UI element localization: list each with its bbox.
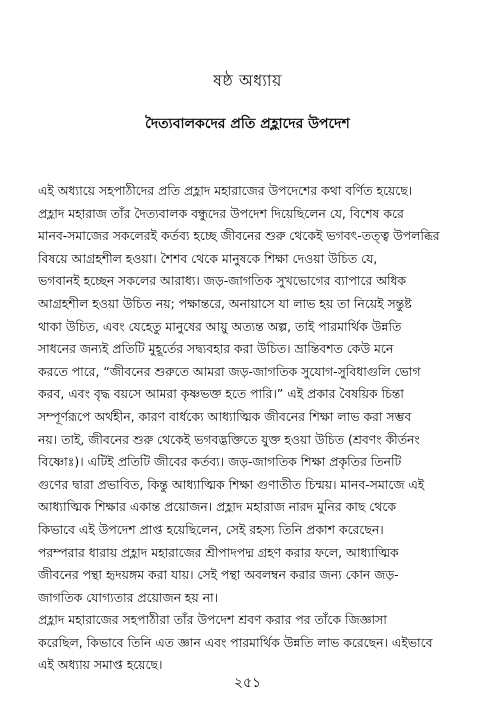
text-line: জাগতিক যোগ্যতার প্রয়োজন হয় না। (38, 589, 219, 605)
text-line: থাকা উচিত, এবং যেহেতু মানুষের আয়ু অত্যন্ত অল্প, তাই পারমার্থিক উন্নতি (38, 318, 402, 334)
text-line: করব, এবং বৃদ্ধ বয়সে আমরা কৃষ্ণভক্ত হতে পারি।” এই প্রকার বৈষয়িক চিন্তা (38, 386, 404, 402)
text-line: আধ্যাত্মিক শিক্ষার একান্ত প্রয়োজন। প্রহ্লাদ মহারাজ নারদ মুনির কাছ থেকে (38, 499, 396, 515)
text-line: এই অধ্যায় সমাপ্ত হয়েছে। (38, 657, 163, 673)
text-line: জীবনের পন্থা হৃদয়ঙ্গম করা যায়। সেই পন্থা অবলম্বন করার জন্য কোন জড়- (38, 567, 399, 583)
text-line: সম্পূর্ণরূপে অর্থহীন, কারণ বার্ধক্যে আধ্যাত্মিক জীবনের শিক্ষা লাভ করা সম্ভব (38, 408, 412, 424)
text-line: বিষ্ণোঃ)। এটিই প্রতিটি জীবের কর্তব্য। জড়-জাগতিক শিক্ষা প্রকৃতির তিনটি (38, 454, 402, 470)
text-line: মানব-সমাজের সকলেরই কর্তব্য হচ্ছে জীবনের শুরু থেকেই ভগবৎ-তত্ত্ব উপলব্ধির (38, 228, 440, 244)
text-line: কিভাবে এই উপদেশ প্রাপ্ত হয়েছিলেন, সেই রহস্য তিনি প্রকাশ করেছেন। (38, 521, 384, 537)
text-line: বিষয়ে আগ্রহশীল হওয়া। শৈশব থেকে মানুষকে শিক্ষা দেওয়া উচিত যে, (38, 250, 378, 266)
text-line: পরম্পরার ধারায় প্রহ্লাদ মহারাজের শ্রীপাদপদ্ম গ্রহণ করার ফলে, আধ্যাত্মিক (38, 544, 399, 560)
text-line: গুণের দ্বারা প্রভাবিত, কিন্তু আধ্যাত্মিক শিক্ষা গুণাতীত চিন্ময়। মানব-সমাজে এই (38, 476, 425, 492)
paragraph-1 (38, 180, 460, 609)
paragraph-2 (38, 609, 460, 677)
text-line: প্রহ্লাদ মহারাজ তাঁর দৈত্যবালক বন্ধুদের উপদেশ দিয়েছিলেন যে, বিশেষ করে (38, 205, 404, 221)
text-line: নয়। তাই, জীবনের শুরু থেকেই ভগবদ্ভক্তিতে যুক্ত হওয়া উচিত (শ্রবণং কীর্তনং (38, 431, 420, 447)
text-line: প্রহ্লাদ মহারাজের সহপাঠীরা তাঁর উপদেশ শ্রবণ করার পর তাঁকে জিজ্ঞাসা (38, 612, 387, 628)
chapter-summary (38, 180, 460, 677)
text-line: করেছিল, কিভাবে তিনি এত জ্ঞান এবং পারমার্থিক উন্নতি লাভ করেছেন। এইভাবে (38, 634, 433, 650)
text-line: এই অধ্যায়ে সহপাঠীদের প্রতি প্রহ্লাদ মহারাজের উপদেশের কথা বর্ণিত হয়েছে। (38, 183, 413, 198)
text-line: সাধনের জন্যই প্রতিটি মুহূর্তের সদ্ব্যবহার করা উচিত। ভ্রান্তিবশত কেউ মনে (38, 341, 394, 357)
chapter-number: ষষ্ঠ অধ্যায় (213, 71, 282, 90)
page-number: ২৫১ (233, 675, 262, 691)
text-line: আগ্রহশীল হওয়া উচিত নয়; পক্ষান্তরে, অনায়াসে যা লাভ হয় তা নিয়েই সন্তুষ্ট (38, 295, 412, 311)
text-line: ভগবানই হচ্ছেন সকলের আরাধ্য। জড়-জাগতিক সুখভোগের ব্যাপারে অধিক (38, 273, 407, 289)
text-line: করতে পারে, “জীবনের শুরুতে আমরা জড়-জাগতিক সুযোগ-সুবিধাগুলি ভোগ (38, 363, 421, 379)
chapter-title: দৈত্যবালকদের প্রতি প্রহ্লাদের উপদেশ (145, 116, 350, 132)
